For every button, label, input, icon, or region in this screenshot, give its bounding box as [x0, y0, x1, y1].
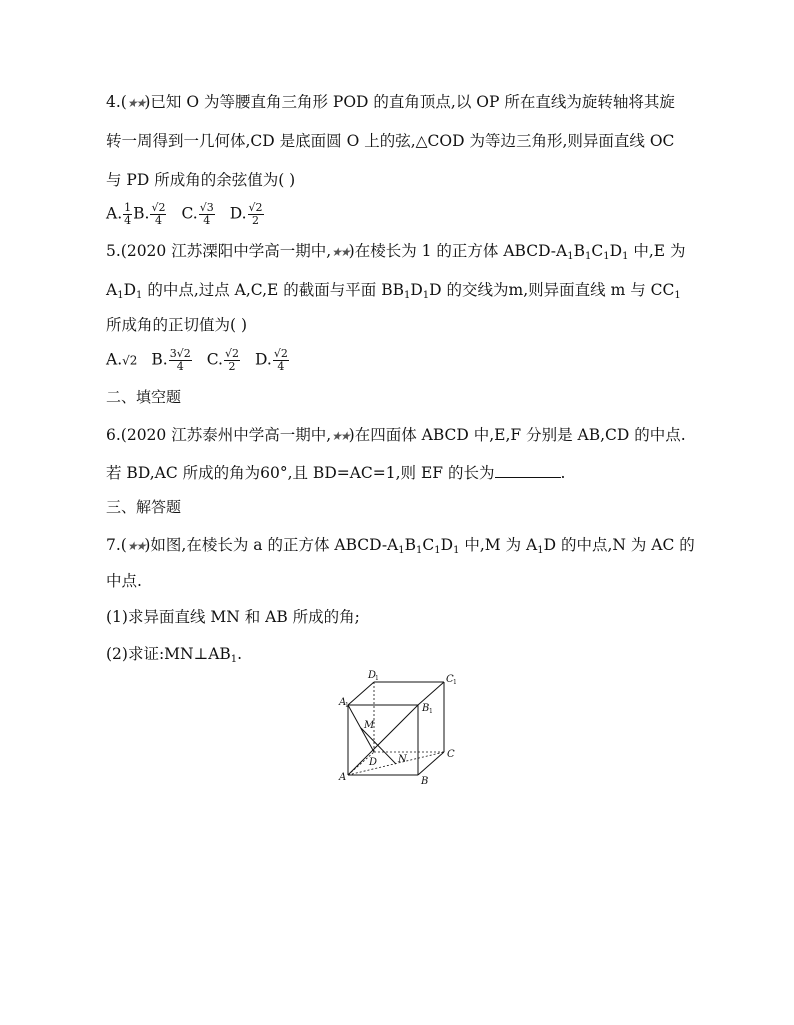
- option-b-fraction: $\frac{3√2}{4}$: [169, 347, 191, 373]
- difficulty-star-icon: ★: [339, 429, 349, 443]
- svg-text:1: 1: [375, 675, 379, 682]
- svg-text:1: 1: [429, 708, 433, 715]
- difficulty-star-icon: ★: [126, 539, 136, 553]
- cube-figure: [338, 668, 468, 788]
- q7-part-2: (2)求证$:MN\perp AB_1$.: [106, 645, 243, 665]
- option-c-fraction: $\frac{√2}{2}$: [224, 347, 239, 373]
- label-b: B: [421, 776, 429, 787]
- q6-line-2: 若 BD,AC 所成的角为60°,且 BD=AC=1,则 EF 的长为 .: [106, 464, 566, 482]
- answer-blank[interactable]: [495, 463, 561, 478]
- label-a1: A: [339, 697, 347, 708]
- difficulty-star-icon: ★: [331, 429, 340, 443]
- option-c-fraction: $\frac{√3}{4}$: [199, 201, 214, 227]
- difficulty-star-icon: ★: [135, 96, 145, 110]
- q7-line-1: 7.(★★)如图,在棱长为 a 的正方体 ABCD-$A_1B_1C_1D_1$ 中,M 为 $A_1D$ 的中点,N 为 AC 的: [106, 536, 695, 556]
- option-b-fraction: $\frac{√2}{4}$: [151, 201, 166, 227]
- q4-line-2: 转一周得到一几何体,CD 是底面圆 O 上的弦,△COD 为等边三角形,则异面直线 OC: [106, 132, 675, 150]
- label-b1: B: [422, 703, 430, 714]
- option-a-fraction: $\frac{1}{4}$: [124, 201, 132, 227]
- q7-line-2: 中点.: [106, 572, 142, 590]
- q4-options: A. $\frac{1}{4}$ B. $\frac{√2}{4}$ C. $\frac{√3}{4}$ D. $\frac{√2}{2}$: [106, 201, 263, 227]
- svg-text:1: 1: [453, 679, 457, 686]
- q6-line-1: 6.(2020 江苏泰州中学高一期中,★★)在四面体 ABCD 中,E,F 分别是 AB,CD 的中点.: [106, 426, 686, 444]
- q5-line-1: 5.(2020 江苏溧阳中学高一期中,★★)在棱长为 1 的正方体 ABCD-$A_1B_1C_1D_1$ 中,E 为: [106, 242, 686, 262]
- label-m: M: [364, 720, 375, 731]
- difficulty-star-icon: ★: [135, 539, 145, 553]
- label-c1: C: [446, 674, 454, 685]
- difficulty-star-icon: ★: [126, 96, 136, 110]
- q4-line-3: 与 PD 所成角的余弦值为( ): [106, 171, 296, 189]
- q4-line-1: 4.(★★)已知 O 为等腰直角三角形 POD 的直角顶点,以 OP 所在直线为旋转轴将其旋: [106, 93, 675, 111]
- section-heading-solve: 三、解答题: [106, 498, 182, 516]
- q7-part-1: (1)求异面直线 MN 和 AB 所成的角;: [106, 608, 360, 626]
- label-c: C: [447, 749, 455, 760]
- edge-a1-d1: [348, 682, 374, 705]
- label-d1: D: [368, 670, 377, 681]
- section-heading-fill-in: 二、填空题: [106, 388, 182, 406]
- label-a: A: [339, 772, 347, 783]
- q5-options: A.√2 B. $\frac{3√2}{4}$ C. $\frac{√2}{2}$ D. $\frac{√2}{4}$: [106, 347, 288, 373]
- label-n: N: [398, 754, 407, 765]
- difficulty-star-icon: ★: [331, 245, 340, 259]
- hidden-diagonal-a-c: [348, 752, 444, 775]
- q5-line-2: $A_1D_1$ 的中点,过点 A,C,E 的截面与平面 $BB_1D_1D$ 的交线为m,则异面直线 m 与 $CC_1$: [106, 281, 681, 301]
- svg-text:1: 1: [345, 702, 349, 709]
- option-d-fraction: $\frac{√2}{2}$: [248, 201, 263, 227]
- option-d-fraction: $\frac{√2}{4}$: [273, 347, 288, 373]
- label-d: D: [369, 757, 378, 768]
- edge-b1-c1: [418, 682, 444, 705]
- diagonal-a-b1: [348, 705, 418, 775]
- difficulty-star-icon: ★: [339, 245, 349, 259]
- q5-line-3: 所成角的正切值为( ): [106, 316, 248, 334]
